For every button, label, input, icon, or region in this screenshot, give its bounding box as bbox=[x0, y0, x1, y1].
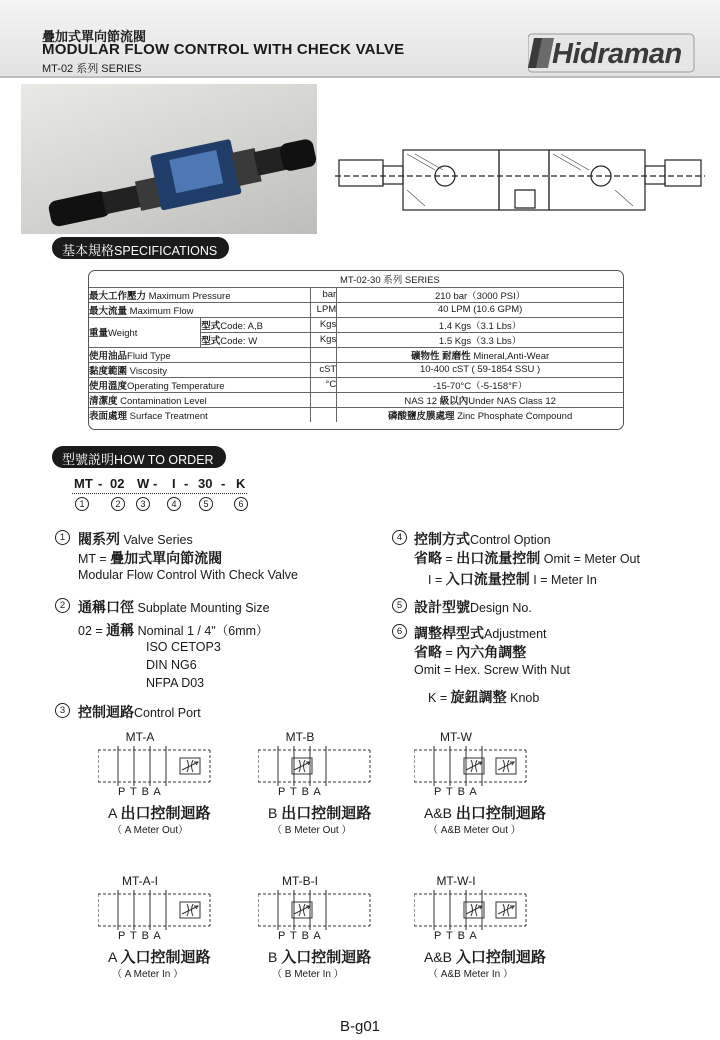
cell-label-zh: 黏度範圍 bbox=[89, 365, 128, 377]
line-zh: 內六角調整 bbox=[456, 644, 527, 660]
table-row bbox=[89, 377, 623, 392]
table-row bbox=[89, 347, 623, 362]
circuit-caption-en: （ B Meter In ） bbox=[272, 969, 344, 980]
circuit-caption-en: （ B Meter Out ） bbox=[272, 825, 352, 836]
cell-value-zh: 礦物性 耐磨性 bbox=[411, 350, 471, 362]
code-number: 5 bbox=[199, 497, 213, 511]
item-adjustment-line2: Omit = Hex. Screw With Nut bbox=[414, 663, 570, 677]
caption-zh: 出口控制迴路 bbox=[120, 805, 211, 822]
caption-port: B bbox=[268, 805, 278, 821]
circuit-caption bbox=[108, 946, 210, 967]
specifications-heading bbox=[52, 237, 229, 259]
line-pre: 02 = bbox=[78, 624, 103, 638]
code-part: MT bbox=[74, 476, 93, 491]
cell-value-en: Mineral,Anti-Wear bbox=[473, 350, 550, 362]
item-design-no-title bbox=[414, 597, 532, 617]
line-zh: 出口流量控制 bbox=[456, 550, 541, 566]
circuit-caption bbox=[268, 802, 371, 823]
item-valve-series-line1 bbox=[78, 548, 222, 568]
caption-port: A&B bbox=[424, 805, 453, 821]
line-eq: = bbox=[439, 691, 448, 705]
title-en: Design No. bbox=[470, 601, 532, 615]
item-valve-series-line2: Modular Flow Control With Check Valve bbox=[78, 568, 298, 582]
table-row bbox=[89, 287, 623, 302]
line-eq: = bbox=[445, 646, 453, 660]
title-en: Control Port bbox=[134, 706, 201, 720]
table-row bbox=[89, 407, 623, 422]
cell-label-zh: 表面處理 bbox=[89, 410, 128, 422]
line-zh: 旋鈕調整 bbox=[450, 689, 507, 705]
line-en: Nominal 1 / 4"（6mm） bbox=[137, 624, 269, 638]
cell-value: 1.4 Kgs（3.1 Lbs） bbox=[337, 317, 623, 332]
cell-value: -15-70°C（-5-158°F） bbox=[337, 377, 623, 392]
circuit-title: MT-B-I bbox=[282, 874, 318, 888]
caption-zh: 入口控制迴路 bbox=[455, 949, 546, 966]
item-number: 5 bbox=[392, 598, 407, 613]
title-zh: 控制方式 bbox=[414, 531, 470, 547]
line-en: Knob bbox=[510, 691, 540, 705]
cell-value-pre: NAS 12 bbox=[404, 395, 438, 407]
cell-sub-zh: 型式 bbox=[201, 320, 221, 332]
circuit-caption bbox=[424, 946, 546, 967]
page-number: B-g01 bbox=[339, 1018, 381, 1035]
circuit-ports: P T B A bbox=[118, 930, 162, 942]
caption-port: A bbox=[108, 805, 117, 821]
order-heading-en: HOW TO ORDER bbox=[114, 453, 214, 467]
caption-port: A&B bbox=[424, 949, 453, 965]
cell-value: 210 bar（3000 PSI） bbox=[337, 287, 623, 302]
line-a: K bbox=[428, 691, 437, 705]
cell-label-en: Fluid Type bbox=[127, 350, 171, 362]
cell-sub-en: Code: A,B bbox=[220, 320, 263, 332]
cell-label-en: Operating Temperature bbox=[127, 380, 225, 392]
cross-section-drawing bbox=[335, 140, 705, 220]
cell-label-en: Maximum Flow bbox=[129, 305, 194, 317]
cell-value-en: Under NAS Class 12 bbox=[468, 395, 556, 407]
item-number: 1 bbox=[55, 530, 70, 545]
title-zh: 通稱口徑 bbox=[78, 599, 134, 615]
circuit-caption-en: （ A Meter In ） bbox=[112, 969, 184, 980]
code-part: 30 bbox=[198, 476, 213, 491]
title-zh: 調整桿型式 bbox=[414, 625, 484, 641]
caption-zh: 入口控制迴路 bbox=[120, 949, 211, 966]
title-en: Valve Series bbox=[123, 533, 193, 547]
line-en: Omit = Meter Out bbox=[543, 552, 640, 566]
cell-unit: Kgs bbox=[310, 332, 337, 347]
line-a: 省略 bbox=[414, 644, 442, 660]
code-underline bbox=[72, 493, 247, 494]
code-part: 02 bbox=[110, 476, 125, 491]
cell-label-en: Viscosity bbox=[129, 365, 167, 377]
caption-zh: 出口控制迴路 bbox=[281, 805, 372, 822]
caption-port: B bbox=[268, 949, 278, 965]
code-number: 2 bbox=[111, 497, 125, 511]
cell-label-zh: 使用溫度 bbox=[89, 380, 128, 392]
line-a: I bbox=[428, 573, 432, 587]
caption-port: A bbox=[108, 949, 117, 965]
item-number: 2 bbox=[55, 598, 70, 613]
circuit-caption bbox=[424, 802, 546, 823]
item-number: 3 bbox=[55, 703, 70, 718]
code-part: - bbox=[221, 476, 226, 491]
caption-zh: 入口控制迴路 bbox=[281, 949, 372, 966]
cell-label-en: Maximum Pressure bbox=[148, 290, 231, 302]
cell-value: 40 LPM (10.6 GPM) bbox=[337, 302, 623, 317]
cell-unit bbox=[310, 392, 337, 407]
circuit-caption-en: （ A&B Meter In ） bbox=[428, 969, 514, 980]
circuit-caption-en: （ A&B Meter Out ） bbox=[428, 825, 521, 836]
cell-label-zh: 使用油品 bbox=[89, 350, 128, 362]
cell-label-zh: 重量 bbox=[89, 328, 109, 339]
page-header bbox=[0, 0, 720, 78]
title-zh: 設計型號 bbox=[414, 599, 470, 615]
title-zh: 控制迴路 bbox=[78, 704, 134, 720]
cell-sub-en: Code: W bbox=[220, 335, 258, 347]
cell-label-en: Surface Treatment bbox=[129, 410, 208, 422]
circuit-ports: P T B A bbox=[434, 930, 478, 942]
cell-unit: LPM bbox=[310, 302, 337, 317]
code-number: 1 bbox=[75, 497, 89, 511]
item-valve-series-title bbox=[78, 529, 193, 549]
code-number: 4 bbox=[167, 497, 181, 511]
cell-unit: cST bbox=[310, 362, 337, 377]
circuit-ports: P T B A bbox=[434, 786, 478, 798]
cell-value: 10-400 cST ( 59-1854 SSU ) bbox=[337, 362, 623, 377]
cell-value: 1.5 Kgs（3.3 Lbs） bbox=[337, 332, 623, 347]
circuit-title: MT-W-I bbox=[436, 874, 476, 888]
item-adjustment-title bbox=[414, 623, 547, 643]
item-adjustment-line1 bbox=[414, 642, 526, 662]
line-zh: 入口流量控制 bbox=[445, 571, 530, 587]
item-mounting-size-title bbox=[78, 597, 270, 617]
circuit-title: MT-W bbox=[440, 730, 472, 744]
cell-value-en: Zinc Phosphate Compound bbox=[457, 410, 573, 422]
code-part: - bbox=[184, 476, 189, 491]
line-zh: 通稱 bbox=[106, 622, 135, 638]
cell-label-zh: 最大流量 bbox=[89, 305, 128, 317]
code-part: - bbox=[98, 476, 103, 491]
code-part: W bbox=[137, 476, 150, 491]
circuit-title: MT-A bbox=[125, 730, 155, 744]
circuit-title: MT-A-I bbox=[122, 874, 158, 888]
line-eq: = bbox=[434, 573, 443, 587]
caption-zh: 出口控制迴路 bbox=[455, 805, 546, 822]
line-zh: 疊加式單向節流閥 bbox=[110, 550, 223, 566]
line-a: 省略 bbox=[414, 550, 442, 566]
product-photo bbox=[21, 84, 317, 234]
cell-value-zh: 磷酸鹽皮膜處理 bbox=[387, 410, 455, 422]
title-zh: 閥系列 bbox=[78, 531, 120, 547]
table-row bbox=[89, 392, 623, 407]
cell-unit bbox=[310, 347, 337, 362]
code-number: 3 bbox=[136, 497, 150, 511]
cell-label-en: Weight bbox=[108, 328, 138, 339]
cell-value-zh: 級以內 bbox=[439, 395, 469, 407]
code-part: K bbox=[236, 476, 246, 491]
item-mounting-din: DIN NG6 bbox=[146, 658, 197, 672]
circuit-caption-en: （ A Meter Out） bbox=[112, 825, 189, 836]
item-control-option-title bbox=[414, 529, 551, 549]
cell-label-en: Contamination Level bbox=[120, 395, 207, 407]
title-en: Subplate Mounting Size bbox=[137, 601, 270, 615]
table-row bbox=[89, 362, 623, 377]
circuit-title: MT-B bbox=[285, 730, 315, 744]
circuit-ports: P T B A bbox=[118, 786, 162, 798]
circuit-caption bbox=[268, 946, 371, 967]
item-mounting-size-line1 bbox=[78, 620, 269, 640]
series-header: MT-02-30 系列 SERIES bbox=[247, 271, 533, 287]
item-adjustment-line3 bbox=[428, 687, 539, 707]
item-number: 6 bbox=[392, 624, 407, 639]
cell-label-zh: 最大工作壓力 bbox=[89, 290, 147, 302]
line-pre: MT = bbox=[78, 552, 107, 566]
line-eq: = bbox=[445, 552, 453, 566]
line-en: I = Meter In bbox=[533, 573, 597, 587]
spec-table-grid bbox=[88, 270, 624, 430]
cell-unit: °C bbox=[310, 377, 337, 392]
code-part: - bbox=[153, 476, 158, 491]
table-row bbox=[89, 317, 623, 332]
code-number: 6 bbox=[234, 497, 248, 511]
cell-unit bbox=[310, 407, 337, 422]
how-to-order-heading bbox=[52, 446, 226, 468]
code-part: I bbox=[172, 476, 176, 491]
cell-label-zh: 清潔度 bbox=[89, 395, 118, 407]
order-heading-zh: 型號説明 bbox=[62, 452, 115, 467]
item-number: 4 bbox=[392, 530, 407, 545]
series-label: MT-02 系列 SERIES bbox=[42, 63, 142, 75]
cell-sub-zh: 型式 bbox=[201, 335, 221, 347]
cell-unit: bar bbox=[310, 287, 337, 302]
item-mounting-iso: ISO CETOP3 bbox=[146, 640, 221, 654]
item-mounting-nfpa: NFPA D03 bbox=[146, 676, 205, 690]
title-zh: 疊加式單向節流閥 bbox=[42, 29, 147, 44]
circuit-ports: P T B A bbox=[278, 786, 322, 798]
title-en: Control Option bbox=[470, 533, 551, 547]
cell-unit: Kgs bbox=[310, 317, 337, 332]
circuit-ports: P T B A bbox=[278, 930, 322, 942]
table-row bbox=[89, 302, 623, 317]
title-en: MODULAR FLOW CONTROL WITH CHECK VALVE bbox=[42, 41, 405, 58]
specs-heading-zh: 基本規格 bbox=[62, 243, 115, 258]
specs-heading-en: SPECIFICATIONS bbox=[114, 244, 218, 258]
item-control-option-line1 bbox=[414, 548, 640, 568]
table-row bbox=[89, 271, 623, 287]
logo-text: Hidraman bbox=[552, 38, 682, 70]
item-control-port-title bbox=[78, 702, 201, 722]
circuit-caption bbox=[108, 802, 210, 823]
item-control-option-line2 bbox=[428, 569, 597, 589]
title-en: Adjustment bbox=[484, 627, 547, 641]
